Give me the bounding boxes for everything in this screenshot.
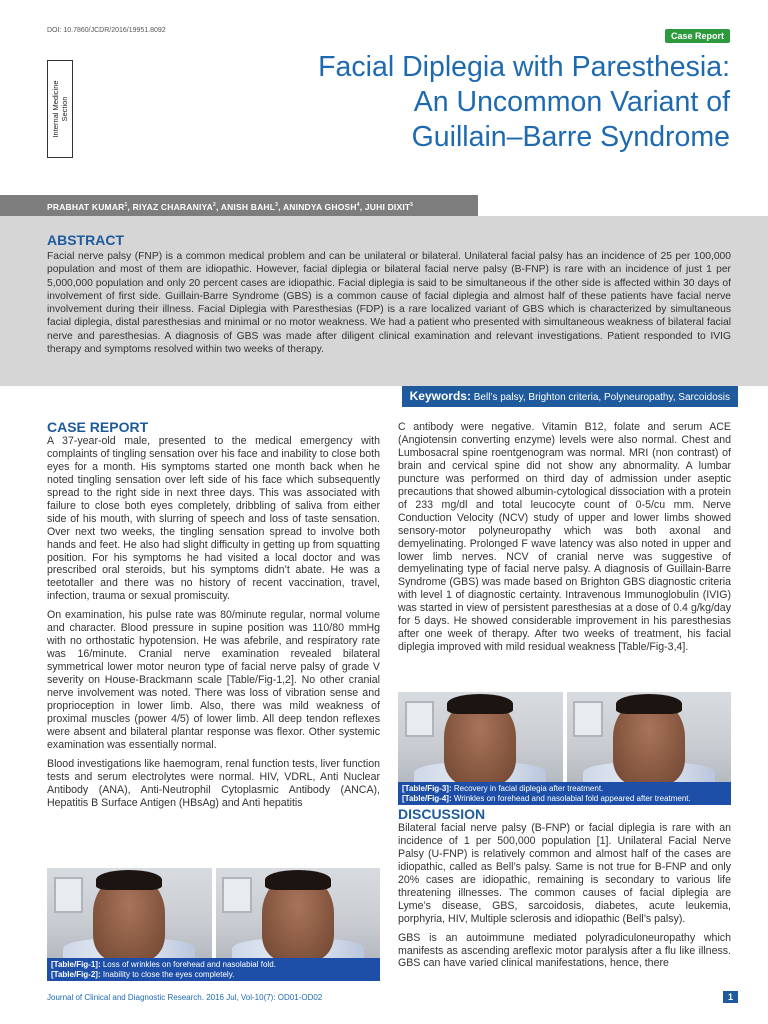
- author-name: RIYAZ CHARANIYA: [132, 201, 213, 212]
- left-column: [47, 421, 380, 816]
- keywords-bar: [402, 386, 738, 407]
- case-report-continued-paragraph: C antibody were negative. Vitamin B12, folate and serum ACE (Angiotensin converting enzyme) levels were also normal. Chest and Lumbosacral spine roentgenogram was normal. MRI (non contrast) of brain and cervical spine did not show any abnormality. A lumbar puncture was performed on third day of admission under aseptic precautions that showed albumin-cytological dissociation with a protein of 233 mg/dl and total leucocyte count of 0-5/cu mm. Nerve Conduction Velocity (NCV) study of upper and lower limbs showed sensory-motor polyneuropathy which was both axonal and demyelinating. Prolonged F wave latency was also noted in upper and lower limb nerves. NCV of cranial nerve was suggestive of demyelinating type of facial nerve palsy. A diagnosis of Guillain-Barre Syndrome (GBS) was made based on Brighton GBS diagnostic criteria with level 1 of diagnostic certainty. Intravenous Immunoglobulin (IVIG) was started in view of persistent paresthesias at a dose of 0.4 g/kg/day for 5 days. He showed considerable improvement in his paresthesias after one week of therapy. After two weeks of treatment, his facial diplegia improved with mild residual weakness [Table/Fig-3,4].: [398, 421, 731, 654]
- authors-bar: PRABHAT KUMAR$^1$, RIYAZ CHARANIYA$^2$, ANISH BAHL$^3$, ANINDYA GHOSH$^4$, JUHI DIXIT$^5$: [0, 195, 478, 216]
- figure-caption: [398, 782, 731, 805]
- discussion-paragraph: Bilateral facial nerve palsy (B-FNP) or facial diplegia is rare with an incidence of 1 per 500,000 population [1]. Unilateral Facial Nerve Palsy (U-FNP) is relatively common and almost half of the cases are idiopathic, called as Bell’s palsy. Same is not true for B-FNP and only 20% cases are idiopathic, remaining is secondary to various life threatening illnesses. The common causes of facial diplegia are Lyme’s disease, GBS, sarcoidosis, diabetes, acute leukemia, porphyria, HIV, Multiple sclerosis and idiopathic (Bell’s palsy).: [398, 821, 731, 925]
- patient-photo-before-treatment-1: [47, 868, 212, 958]
- case-report-paragraph: Blood investigations like haemogram, renal function tests, liver function tests and serum electrolytes were normal. HIV, VDRL, Anti Nuclear Antibody (ANA), Anti-Neutrophil Cytoplasmic Antibody (ANCA), Hepatitis B Surface Antigen (HBsAg) and Anti hepatitis: [47, 757, 380, 809]
- author-name: JUHI DIXIT: [364, 201, 411, 212]
- figure-label: [Table/Fig-1]:: [51, 960, 101, 969]
- title-line-2: An Uncommon Variant of: [413, 86, 730, 118]
- discussion-section: [398, 808, 731, 976]
- section-tag-line-1: Internal Medicine: [51, 80, 60, 138]
- case-report-paragraph: A 37-year-old male, presented to the medical emergency with complaints of tingling sensation over his face and inability to close both eyes for a month. His symptoms started one month back when he noted tingling sensation over left side of his face which subsequently spread to the right side in next three days. This was associated with failure to close both eyes completely, dribbling of saliva from either side of his mouth, with slurring of speech and loss of taste sensation. Over next two weeks, the tingling sensation spread to involve both hands and feet. He also had slight difficulty in getting up from squatting position. For his symptoms he had visited a local doctor and was prescribed oral steroids, but his symptoms didn’t abate. He was a teetotaller and there was no history of recent vaccination, travel, infection, trauma or sexual promiscuity.: [47, 434, 380, 603]
- figure-1-2: [47, 868, 380, 981]
- patient-photo-after-treatment-2: [567, 692, 732, 782]
- case-report-heading: CASE REPORT: [47, 419, 149, 435]
- section-tag-line-2: Section: [60, 96, 69, 122]
- patient-photo-after-treatment-1: [398, 692, 563, 782]
- section-tag-label: [51, 61, 69, 157]
- figure-label: [Table/Fig-4]:: [402, 793, 452, 803]
- author-name: ANISH BAHL: [220, 201, 276, 212]
- figure-label: [Table/Fig-3]:: [402, 784, 452, 793]
- abstract-text: Facial nerve palsy (FNP) is a common medical problem and can be unilateral or bilateral. Unilateral facial palsy has an incidence of 25 per 100,000 population and most of them are idiopathic. However, facial diplegia or bilateral facial nerve palsy (B-FNP) is rare with an incidence of just 1 per 5,000,000 population and only 20 percent cases are idiopathic. Facial diplegia is said to be simultaneous if the other side is affected within 30 days of involvement of first side. Guillain-Barre Syndrome (GBS) is a common cause of facial diplegia and almost half of these patients have facial nerve involvement during their illness. Facial Diplegia with Paresthesias (FDP) is a rare localized variant of GBS which is characterized by simultaneous facial diplegia, distal paresthesias and minimal or no motor weakness. We had a patient who presented with simultaneous weakness of bilateral facial nerve and paresthesias. A diagnosis of GBS was made after diligent clinical examination and relevant investigations. Patient responded to IVIG therapy and symptoms resolved within two weeks of therapy.: [47, 251, 731, 356]
- page-number: 1: [723, 991, 738, 1003]
- section-tag: [47, 60, 73, 158]
- article-title: [210, 50, 730, 155]
- doi-text: DOI: 10.7860/JCDR/2016/19951.8092: [47, 27, 166, 34]
- keywords-label: Keywords:: [409, 389, 471, 403]
- figure-caption-text: Wrinkles on forehead and nasolabial fold appeared after treatment.: [453, 793, 691, 803]
- article-type-badge: Case Report: [665, 29, 730, 43]
- figure-caption-text: Loss of wrinkles on forehead and nasolabial fold.: [102, 960, 276, 969]
- author-affiliation: 2: [212, 202, 216, 208]
- abstract-section: [0, 216, 768, 386]
- keywords-list: Bell’s palsy, Brighton criteria, Polyneuropathy, Sarcoidosis: [473, 392, 730, 403]
- figure-label: [Table/Fig-2]:: [51, 969, 101, 979]
- figure-caption: [47, 958, 380, 981]
- discussion-heading: DISCUSSION: [398, 806, 486, 822]
- author-affiliation: 3: [275, 202, 279, 208]
- case-report-paragraph: On examination, his pulse rate was 80/minute regular, normal volume and character. Blood pressure in supine position was 110/80 mmHg with no orthostatic hypotension. He was afebrile, and respiratory rate was 16/minute. Cranial nerve examination revealed bilateral symmetrical lower motor neuron type of facial nerve palsy of grade V severity on House-Brackmann scale [Table/Fig-1,2]. No other cranial nerve involvement was noted. There was loss of vibration sense and proprioception in lower limb. Also, there was mild weakness of proximal muscles (power 4/5) of lower limb. All deep tendon reflexes were absent and bilateral plantar response was flexor. Other systemic examination was essentially normal.: [47, 609, 380, 751]
- author-affiliation: 1: [124, 202, 128, 208]
- author-name: PRABHAT KUMAR: [47, 201, 125, 212]
- figure-3-4: [398, 692, 731, 805]
- abstract-heading: ABSTRACT: [47, 232, 124, 248]
- author-affiliation: 5: [410, 202, 414, 208]
- title-line-1: Facial Diplegia with Paresthesia:: [318, 51, 730, 83]
- figure-caption-text: Inability to close the eyes completely.: [102, 969, 235, 979]
- title-line-3: Guillain–Barre Syndrome: [411, 121, 730, 153]
- figure-caption-text: Recovery in facial diplegia after treatment.: [453, 784, 604, 793]
- author-name: ANINDYA GHOSH: [282, 201, 357, 212]
- patient-photo-before-treatment-2: [216, 868, 381, 958]
- right-column: [398, 421, 731, 660]
- journal-footer: Journal of Clinical and Diagnostic Research. 2016 Jul, Vol-10(7): OD01-OD02: [47, 993, 323, 1002]
- discussion-paragraph: GBS is an autoimmune mediated polyradiculoneuropathy which manifests as ascending areflexic motor paralysis after a flu like illness. GBS can have varied clinical manifestations, hence, there: [398, 931, 731, 970]
- author-affiliation: 4: [356, 202, 360, 208]
